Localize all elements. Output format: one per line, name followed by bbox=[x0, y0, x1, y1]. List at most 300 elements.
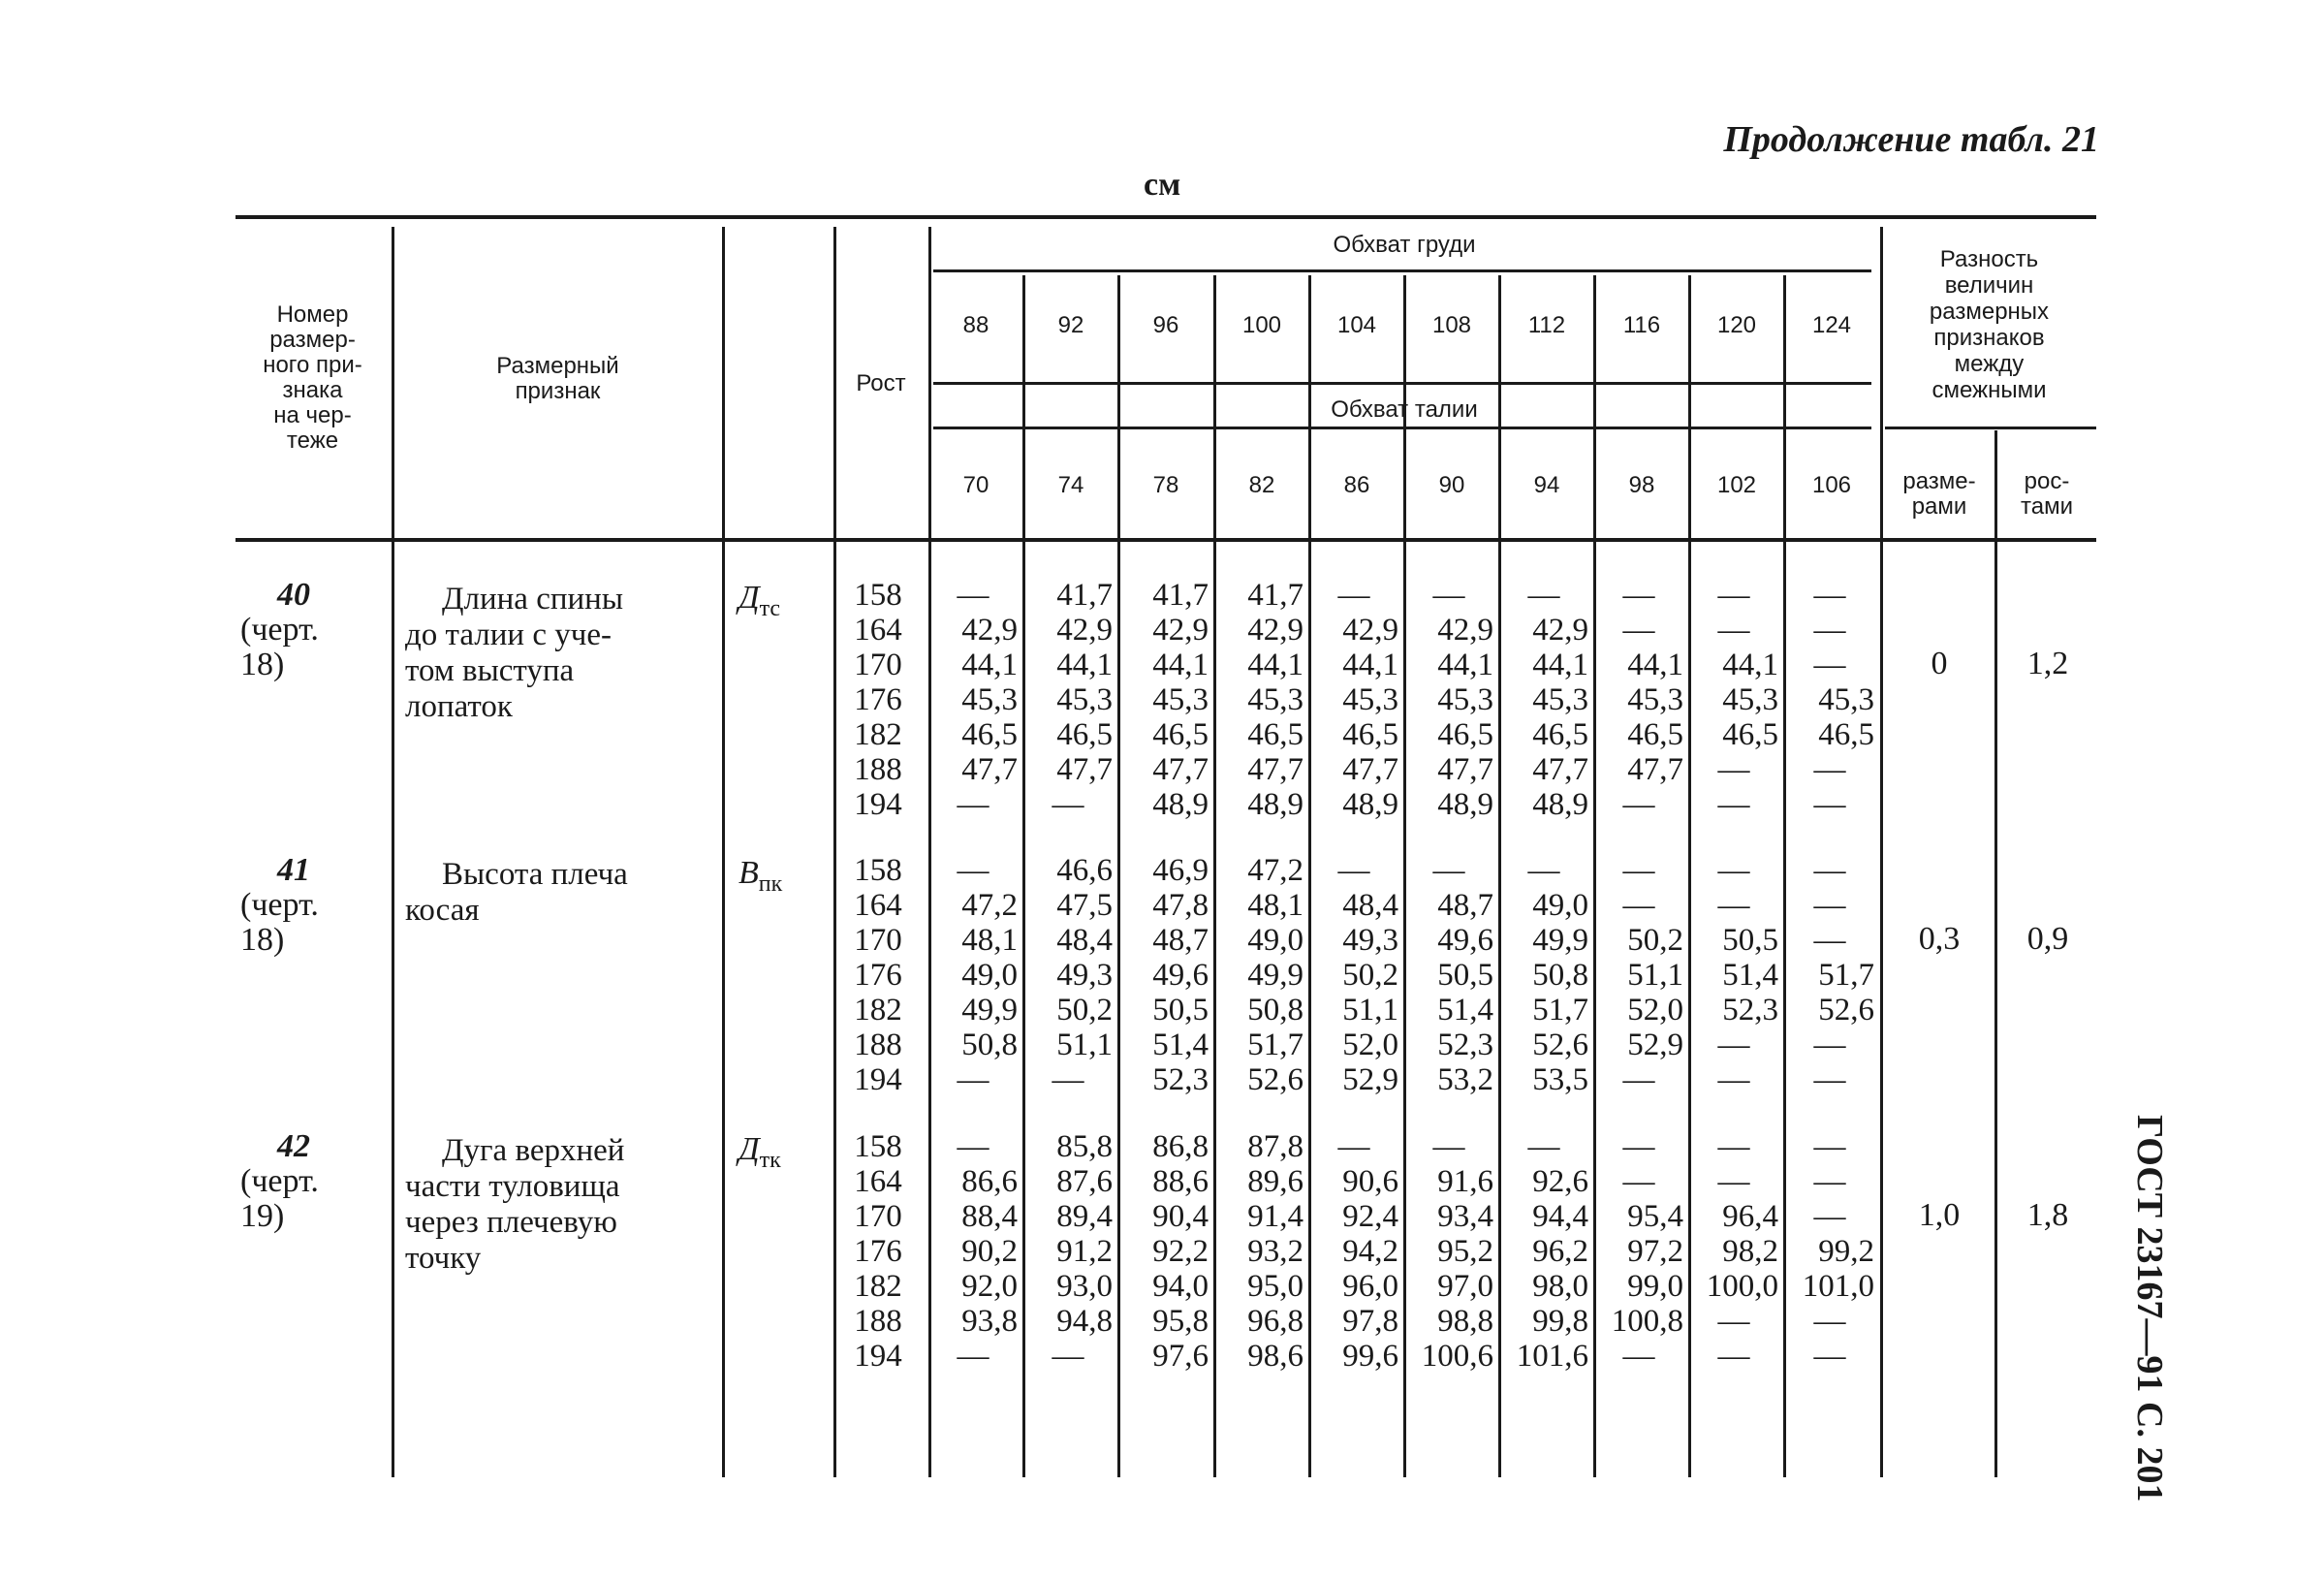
diff-heights-value: 0,9 bbox=[2026, 921, 2069, 957]
data-cell: 101,0 bbox=[1802, 1269, 1874, 1304]
data-cell: 47,8 bbox=[1152, 888, 1209, 923]
data-cell: 98,0 bbox=[1532, 1269, 1588, 1304]
data-cell: — bbox=[1052, 1062, 1084, 1097]
data-cell: 44,1 bbox=[1437, 648, 1493, 682]
data-cell: 42,9 bbox=[1437, 613, 1493, 648]
data-cell: — bbox=[1527, 853, 1560, 888]
row-name-line: части туловища bbox=[405, 1169, 620, 1204]
chest-value: 124 bbox=[1811, 312, 1852, 338]
row-number bbox=[240, 853, 386, 958]
data-cell: 50,2 bbox=[1627, 923, 1683, 958]
data-cell: — bbox=[1717, 752, 1750, 787]
diff-label-rule bbox=[1885, 427, 2096, 429]
data-cell: — bbox=[1717, 1129, 1750, 1164]
data-column bbox=[1689, 578, 1778, 822]
data-cell: 47,7 bbox=[1627, 752, 1683, 787]
row-symbol bbox=[738, 855, 782, 898]
data-cell: — bbox=[957, 853, 989, 888]
data-column bbox=[1023, 1129, 1113, 1374]
row-name-line: до талии с уче- bbox=[405, 617, 612, 652]
data-cell: — bbox=[1813, 853, 1846, 888]
data-cell: 48,7 bbox=[1437, 888, 1493, 923]
data-cell: 90,4 bbox=[1152, 1199, 1209, 1234]
data-cell: 50,2 bbox=[1056, 993, 1113, 1028]
data-cell: 46,5 bbox=[961, 717, 1018, 752]
data-cell: 91,6 bbox=[1437, 1164, 1493, 1199]
data-column bbox=[1119, 1129, 1209, 1374]
data-cell: — bbox=[1813, 648, 1846, 682]
data-cell: 93,8 bbox=[961, 1304, 1018, 1339]
data-cell: 47,7 bbox=[1437, 752, 1493, 787]
data-cell: 95,8 bbox=[1152, 1304, 1209, 1339]
data-cell: 90,2 bbox=[961, 1234, 1018, 1269]
data-column bbox=[1594, 578, 1683, 822]
data-cell: 94,4 bbox=[1532, 1199, 1588, 1234]
data-cell: 51,1 bbox=[1342, 993, 1398, 1028]
data-cell: 46,6 bbox=[1056, 853, 1113, 888]
data-cell: — bbox=[1052, 787, 1084, 822]
height-value: 170 bbox=[854, 923, 902, 958]
row-number-value: 42 bbox=[277, 1128, 310, 1164]
data-cell: 97,6 bbox=[1152, 1339, 1209, 1374]
data-cell: 92,6 bbox=[1532, 1164, 1588, 1199]
data-cell: — bbox=[1717, 1028, 1750, 1062]
data-cell: 47,7 bbox=[1247, 752, 1303, 787]
data-column bbox=[1785, 578, 1874, 822]
data-cell: 46,5 bbox=[1722, 717, 1778, 752]
data-cell: 44,1 bbox=[1722, 648, 1778, 682]
data-cell: 53,2 bbox=[1437, 1062, 1493, 1097]
data-cell: 44,1 bbox=[1056, 648, 1113, 682]
data-cell: 49,6 bbox=[1437, 923, 1493, 958]
data-cell: 95,0 bbox=[1247, 1269, 1303, 1304]
data-cell: 47,7 bbox=[1152, 752, 1209, 787]
data-cell: 48,1 bbox=[961, 923, 1018, 958]
data-cell: — bbox=[1717, 1164, 1750, 1199]
data-cell: — bbox=[1813, 1062, 1846, 1097]
data-cell: 92,4 bbox=[1342, 1199, 1398, 1234]
row-symbol-sub: пк bbox=[758, 870, 783, 897]
data-cell: — bbox=[1813, 1028, 1846, 1062]
height-value: 176 bbox=[854, 682, 902, 717]
row-ref: (черт. bbox=[240, 612, 319, 648]
data-cell: 52,6 bbox=[1818, 993, 1874, 1028]
row-name-line: Дуга верхней bbox=[442, 1133, 625, 1168]
data-cell: 46,5 bbox=[1627, 717, 1683, 752]
waist-value: 98 bbox=[1628, 472, 1655, 498]
data-cell: 45,3 bbox=[1152, 682, 1209, 717]
data-cell: 91,2 bbox=[1056, 1234, 1113, 1269]
data-cell: 49,3 bbox=[1342, 923, 1398, 958]
table-caption: Продолжение табл. 21 bbox=[1723, 119, 2099, 160]
data-cell: 44,1 bbox=[1152, 648, 1209, 682]
data-cell: — bbox=[1432, 578, 1465, 613]
data-cell: 51,1 bbox=[1627, 958, 1683, 993]
data-cell: 47,5 bbox=[1056, 888, 1113, 923]
data-cell: 49,9 bbox=[1247, 958, 1303, 993]
column-divider bbox=[722, 227, 725, 1477]
data-column bbox=[1404, 853, 1493, 1097]
data-cell: 46,9 bbox=[1152, 853, 1209, 888]
data-cell: 52,3 bbox=[1437, 1028, 1493, 1062]
data-cell: 42,9 bbox=[1342, 613, 1398, 648]
row-ref: 19) bbox=[240, 1198, 285, 1234]
data-cell: 92,2 bbox=[1152, 1234, 1209, 1269]
data-cell: — bbox=[957, 578, 989, 613]
data-cell: 100,8 bbox=[1611, 1304, 1683, 1339]
waist-value: 94 bbox=[1533, 472, 1560, 498]
data-cell: 44,1 bbox=[1247, 648, 1303, 682]
data-cell: 47,7 bbox=[1342, 752, 1398, 787]
data-cell: 48,9 bbox=[1532, 787, 1588, 822]
height-value: 176 bbox=[854, 1234, 902, 1269]
data-cell: 86,6 bbox=[961, 1164, 1018, 1199]
data-cell: 93,4 bbox=[1437, 1199, 1493, 1234]
row-symbol bbox=[738, 580, 780, 622]
data-cell: 50,5 bbox=[1437, 958, 1493, 993]
height-value: 194 bbox=[854, 787, 902, 822]
data-cell: — bbox=[1622, 787, 1655, 822]
data-column bbox=[1499, 1129, 1588, 1374]
data-cell: 99,6 bbox=[1342, 1339, 1398, 1374]
data-cell: — bbox=[1813, 888, 1846, 923]
data-cell: 96,8 bbox=[1247, 1304, 1303, 1339]
data-cell: — bbox=[1337, 578, 1370, 613]
data-cell: 51,4 bbox=[1722, 958, 1778, 993]
data-cell: 45,3 bbox=[1342, 682, 1398, 717]
data-cell: 48,9 bbox=[1152, 787, 1209, 822]
data-cell: — bbox=[1813, 1164, 1846, 1199]
row-heights bbox=[839, 853, 917, 1097]
row-number-value: 41 bbox=[277, 852, 310, 888]
row-name-line: Высота плеча bbox=[442, 857, 628, 892]
data-cell: 96,0 bbox=[1342, 1269, 1398, 1304]
data-cell: — bbox=[1813, 1304, 1846, 1339]
data-column bbox=[1499, 853, 1588, 1097]
data-cell: 100,6 bbox=[1421, 1339, 1493, 1374]
data-cell: — bbox=[1622, 888, 1655, 923]
data-cell: 85,8 bbox=[1056, 1129, 1113, 1164]
data-cell: 45,3 bbox=[1532, 682, 1588, 717]
data-column bbox=[1594, 1129, 1683, 1374]
data-column bbox=[1689, 853, 1778, 1097]
data-cell: — bbox=[1432, 1129, 1465, 1164]
height-value: 176 bbox=[854, 958, 902, 993]
data-cell: 50,8 bbox=[961, 1028, 1018, 1062]
data-cell: 47,7 bbox=[1532, 752, 1588, 787]
data-cell: 52,9 bbox=[1627, 1028, 1683, 1062]
data-cell: 50,8 bbox=[1247, 993, 1303, 1028]
data-cell: 89,4 bbox=[1056, 1199, 1113, 1234]
data-cell: 98,2 bbox=[1722, 1234, 1778, 1269]
data-cell: 87,6 bbox=[1056, 1164, 1113, 1199]
row-name bbox=[405, 582, 696, 725]
height-value: 188 bbox=[854, 752, 902, 787]
height-value: 194 bbox=[854, 1062, 902, 1097]
data-column bbox=[928, 853, 1018, 1097]
data-cell: 90,6 bbox=[1342, 1164, 1398, 1199]
data-cell: 50,5 bbox=[1152, 993, 1209, 1028]
chest-value: 120 bbox=[1716, 312, 1757, 338]
data-cell: 45,3 bbox=[1627, 682, 1683, 717]
chest-values-rule bbox=[933, 382, 1871, 385]
data-cell: 41,7 bbox=[1152, 578, 1209, 613]
data-cell: — bbox=[1337, 1129, 1370, 1164]
data-cell: 46,5 bbox=[1342, 717, 1398, 752]
data-cell: 52,6 bbox=[1532, 1028, 1588, 1062]
row-ref: 18) bbox=[240, 922, 285, 958]
data-cell: 98,6 bbox=[1247, 1339, 1303, 1374]
data-cell: 42,9 bbox=[1152, 613, 1209, 648]
waist-value: 78 bbox=[1152, 472, 1179, 498]
row-heights bbox=[839, 1129, 917, 1374]
waist-value: 90 bbox=[1438, 472, 1465, 498]
data-cell: 50,8 bbox=[1532, 958, 1588, 993]
data-cell: 97,8 bbox=[1342, 1304, 1398, 1339]
data-cell: 99,0 bbox=[1627, 1269, 1683, 1304]
data-cell: 44,1 bbox=[1532, 648, 1588, 682]
height-value: 182 bbox=[854, 717, 902, 752]
data-cell: — bbox=[1527, 578, 1560, 613]
height-value: 164 bbox=[854, 1164, 902, 1199]
data-cell: — bbox=[1622, 1129, 1655, 1164]
header-diff-heights: рос- тами bbox=[2021, 468, 2073, 520]
data-cell: 47,2 bbox=[961, 888, 1018, 923]
data-cell: 52,0 bbox=[1627, 993, 1683, 1028]
diff-heights-value: 1,2 bbox=[2026, 646, 2069, 681]
data-cell: 45,3 bbox=[961, 682, 1018, 717]
data-cell: 88,4 bbox=[961, 1199, 1018, 1234]
data-column bbox=[928, 578, 1018, 822]
data-cell: 42,9 bbox=[1056, 613, 1113, 648]
data-cell: 94,2 bbox=[1342, 1234, 1398, 1269]
row-ref: (черт. bbox=[240, 1163, 319, 1199]
height-value: 194 bbox=[854, 1339, 902, 1374]
data-cell: — bbox=[957, 1339, 989, 1374]
data-cell: 46,5 bbox=[1056, 717, 1113, 752]
data-column bbox=[1119, 853, 1209, 1097]
data-cell: 52,3 bbox=[1152, 1062, 1209, 1097]
data-column bbox=[1214, 1129, 1303, 1374]
chest-value: 88 bbox=[962, 312, 989, 338]
data-cell: 46,5 bbox=[1532, 717, 1588, 752]
height-value: 158 bbox=[854, 578, 902, 613]
chest-value: 116 bbox=[1622, 312, 1661, 338]
header-diff-sizes: разме- рами bbox=[1902, 468, 1976, 520]
data-cell: — bbox=[1813, 613, 1846, 648]
diff-sizes-value: 0 bbox=[1931, 646, 1948, 681]
height-value: 182 bbox=[854, 1269, 902, 1304]
data-cell: 101,6 bbox=[1516, 1339, 1588, 1374]
data-cell: — bbox=[1717, 1304, 1750, 1339]
data-cell: 48,9 bbox=[1437, 787, 1493, 822]
waist-value: 102 bbox=[1716, 472, 1757, 498]
data-cell: 87,8 bbox=[1247, 1129, 1303, 1164]
data-cell: 51,7 bbox=[1818, 958, 1874, 993]
data-column bbox=[1023, 578, 1113, 822]
data-cell: 49,0 bbox=[1247, 923, 1303, 958]
row-symbol-letter: Д bbox=[738, 1131, 760, 1167]
data-cell: — bbox=[1717, 787, 1750, 822]
data-cell: 95,4 bbox=[1627, 1199, 1683, 1234]
data-cell: 45,3 bbox=[1818, 682, 1874, 717]
data-cell: 52,9 bbox=[1342, 1062, 1398, 1097]
data-cell: 42,9 bbox=[1247, 613, 1303, 648]
data-cell: 47,2 bbox=[1247, 853, 1303, 888]
column-divider bbox=[1880, 227, 1883, 1477]
data-cell: — bbox=[1622, 1062, 1655, 1097]
waist-value: 70 bbox=[962, 472, 989, 498]
diff-sizes-value: 0,3 bbox=[1918, 921, 1961, 957]
data-cell: 46,5 bbox=[1437, 717, 1493, 752]
header-waist: Обхват талии bbox=[1331, 396, 1478, 423]
row-symbol-letter: В bbox=[738, 855, 759, 891]
height-value: 188 bbox=[854, 1028, 902, 1062]
data-cell: 49,9 bbox=[961, 993, 1018, 1028]
data-column bbox=[1594, 853, 1683, 1097]
data-cell: 42,9 bbox=[961, 613, 1018, 648]
waist-label-rule bbox=[933, 427, 1871, 429]
height-value: 164 bbox=[854, 613, 902, 648]
data-cell: 50,5 bbox=[1722, 923, 1778, 958]
column-divider bbox=[833, 227, 836, 1477]
data-cell: 49,3 bbox=[1056, 958, 1113, 993]
header-chest: Обхват груди bbox=[1333, 232, 1476, 258]
data-cell: — bbox=[1813, 923, 1846, 958]
height-value: 182 bbox=[854, 993, 902, 1028]
diff-heights-value: 1,8 bbox=[2026, 1197, 2069, 1233]
data-cell: 42,9 bbox=[1532, 613, 1588, 648]
height-value: 170 bbox=[854, 1199, 902, 1234]
data-cell: — bbox=[957, 1129, 989, 1164]
data-cell: — bbox=[1622, 853, 1655, 888]
data-cell: — bbox=[1717, 1339, 1750, 1374]
data-cell: 96,4 bbox=[1722, 1199, 1778, 1234]
data-column bbox=[1309, 578, 1398, 822]
row-symbol-sub: тс bbox=[759, 595, 781, 621]
table-top-rule bbox=[236, 215, 2096, 219]
data-cell: — bbox=[1717, 578, 1750, 613]
row-ref: (черт. bbox=[240, 887, 319, 923]
data-cell: — bbox=[1717, 888, 1750, 923]
diff-sizes-value: 1,0 bbox=[1918, 1197, 1961, 1233]
data-cell: — bbox=[1717, 613, 1750, 648]
chest-value: 108 bbox=[1431, 312, 1472, 338]
data-cell: 45,3 bbox=[1056, 682, 1113, 717]
data-cell: 47,7 bbox=[961, 752, 1018, 787]
row-name-line: косая bbox=[405, 893, 480, 928]
chest-label-rule bbox=[933, 269, 1871, 272]
data-cell: 46,5 bbox=[1818, 717, 1874, 752]
row-number bbox=[240, 1129, 386, 1234]
data-cell: — bbox=[957, 787, 989, 822]
data-column bbox=[1689, 1129, 1778, 1374]
data-column bbox=[1499, 578, 1588, 822]
data-cell: 41,7 bbox=[1056, 578, 1113, 613]
chest-value: 96 bbox=[1152, 312, 1179, 338]
row-name-line: том выступа bbox=[405, 653, 575, 688]
data-column bbox=[1309, 1129, 1398, 1374]
header-name: Размерный признак bbox=[496, 353, 619, 404]
row-number-value: 40 bbox=[277, 577, 310, 613]
data-cell: 44,1 bbox=[1627, 648, 1683, 682]
data-cell: 52,3 bbox=[1722, 993, 1778, 1028]
data-cell: — bbox=[1622, 578, 1655, 613]
data-cell: 44,1 bbox=[1342, 648, 1398, 682]
data-cell: 91,4 bbox=[1247, 1199, 1303, 1234]
waist-value: 86 bbox=[1343, 472, 1370, 498]
waist-value: 74 bbox=[1057, 472, 1084, 498]
header-bottom-rule bbox=[236, 538, 2096, 542]
row-symbol bbox=[738, 1131, 781, 1174]
data-cell: 93,2 bbox=[1247, 1234, 1303, 1269]
data-column bbox=[1214, 578, 1303, 822]
header-diff: Разность величин размерных признаков между смежными bbox=[1929, 246, 2050, 403]
data-column bbox=[1214, 853, 1303, 1097]
data-cell: 52,6 bbox=[1247, 1062, 1303, 1097]
data-cell: 45,3 bbox=[1722, 682, 1778, 717]
data-cell: — bbox=[1717, 853, 1750, 888]
data-cell: 97,2 bbox=[1627, 1234, 1683, 1269]
waist-value: 82 bbox=[1248, 472, 1275, 498]
data-cell: — bbox=[1337, 853, 1370, 888]
unit-label: см bbox=[1144, 167, 1181, 203]
data-column bbox=[1119, 578, 1209, 822]
chest-value: 100 bbox=[1241, 312, 1282, 338]
height-value: 164 bbox=[854, 888, 902, 923]
data-cell: 99,8 bbox=[1532, 1304, 1588, 1339]
data-cell: — bbox=[1622, 613, 1655, 648]
data-cell: 93,0 bbox=[1056, 1269, 1113, 1304]
data-cell: 48,4 bbox=[1342, 888, 1398, 923]
row-name-line: лопаток bbox=[405, 689, 513, 724]
height-value: 158 bbox=[854, 1129, 902, 1164]
data-column bbox=[928, 1129, 1018, 1374]
data-cell: 48,4 bbox=[1056, 923, 1113, 958]
data-cell: 98,8 bbox=[1437, 1304, 1493, 1339]
data-cell: — bbox=[1052, 1339, 1084, 1374]
data-cell: 50,2 bbox=[1342, 958, 1398, 993]
row-symbol-letter: Д bbox=[738, 580, 760, 616]
data-cell: 48,1 bbox=[1247, 888, 1303, 923]
data-column bbox=[1785, 1129, 1874, 1374]
data-cell: 49,0 bbox=[961, 958, 1018, 993]
data-cell: — bbox=[1813, 1339, 1846, 1374]
data-cell: 94,8 bbox=[1056, 1304, 1113, 1339]
data-column bbox=[1309, 853, 1398, 1097]
row-name-line: через плечевую bbox=[405, 1205, 617, 1240]
data-cell: 94,0 bbox=[1152, 1269, 1209, 1304]
data-cell: 48,7 bbox=[1152, 923, 1209, 958]
data-cell: — bbox=[957, 1062, 989, 1097]
data-cell: 47,7 bbox=[1056, 752, 1113, 787]
row-name-line: Длина спины bbox=[442, 582, 623, 617]
data-column bbox=[1404, 578, 1493, 822]
data-cell: 44,1 bbox=[961, 648, 1018, 682]
column-divider bbox=[392, 227, 394, 1477]
data-cell: 51,4 bbox=[1437, 993, 1493, 1028]
data-cell: 92,0 bbox=[961, 1269, 1018, 1304]
data-cell: — bbox=[1813, 752, 1846, 787]
data-cell: 49,9 bbox=[1532, 923, 1588, 958]
data-cell: 99,2 bbox=[1818, 1234, 1874, 1269]
data-cell: — bbox=[1527, 1129, 1560, 1164]
height-value: 158 bbox=[854, 853, 902, 888]
waist-value: 106 bbox=[1811, 472, 1852, 498]
data-cell: 51,7 bbox=[1247, 1028, 1303, 1062]
row-name bbox=[405, 1133, 696, 1277]
data-cell: 48,9 bbox=[1342, 787, 1398, 822]
